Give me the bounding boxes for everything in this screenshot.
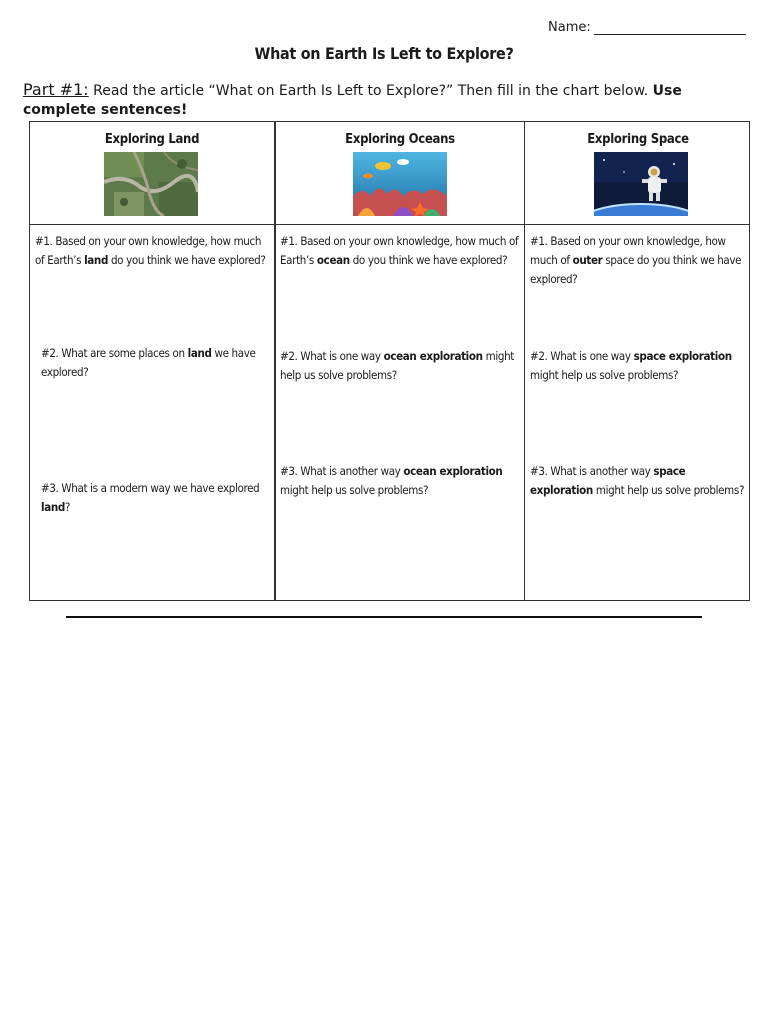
instructions-text: Read the article “What on Earth Is Left to Explore?” Then fill in the chart below. (88, 83, 653, 99)
part-label: Part #1: (23, 80, 89, 99)
land-question-2: #2. What are some places on land we have explored? (41, 346, 256, 379)
space-question-2: #2. What is one way space exploration might help us solve problems? (530, 349, 732, 382)
column-divider (274, 122, 276, 600)
land-question-1: #1. Based on your own knowledge, how much of Earth’s land do you think we have explored? (35, 234, 266, 267)
land-question-3: #3. What is a modern way we have explored land? (41, 481, 260, 514)
heading-exploring-land: Exploring Land (104, 132, 200, 147)
instructions-emphasis: Use complete sentences! (23, 83, 682, 118)
header-divider (30, 224, 749, 225)
column-divider (524, 122, 525, 600)
ocean-question-1: #1. Based on your own knowledge, how much of Earth’s ocean do you think we have explored? (280, 234, 519, 267)
instructions (23, 80, 743, 120)
heading-exploring-oceans: Exploring Oceans (345, 132, 455, 147)
heading-exploring-space: Exploring Space (587, 132, 689, 147)
name-label: Name: (548, 20, 591, 35)
exploration-chart (29, 121, 750, 601)
worksheet-title: What on Earth Is Left to Explore? (254, 44, 514, 63)
name-field[interactable] (548, 20, 746, 35)
divider-rule (66, 616, 702, 618)
aerial-land-photo-icon (104, 152, 198, 216)
astronaut-space-photo-icon (594, 152, 688, 216)
space-question-3: #3. What is another way space exploration might help us solve problems? (530, 464, 745, 497)
name-blank-line[interactable] (594, 20, 746, 35)
ocean-question-3: #3. What is another way ocean exploration might help us solve problems? (280, 464, 503, 497)
coral-reef-photo-icon (353, 152, 447, 216)
space-question-1: #1. Based on your own knowledge, how much of outer space do you think we have explored? (530, 234, 742, 286)
ocean-question-2: #2. What is one way ocean exploration might help us solve problems? (280, 349, 514, 382)
